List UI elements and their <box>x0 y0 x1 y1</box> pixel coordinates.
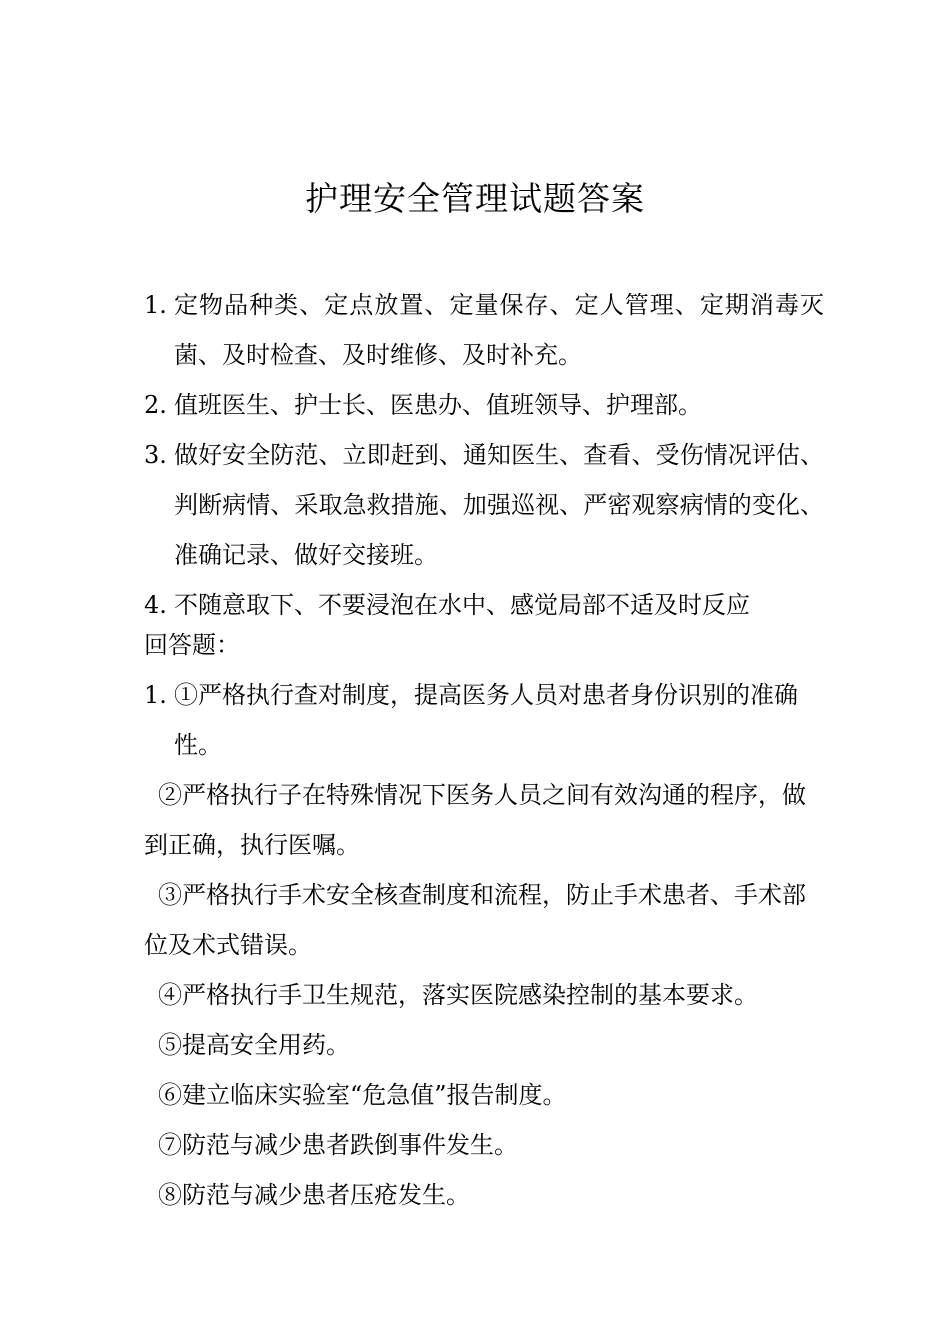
qa-point-1 <box>144 670 824 770</box>
qa-point-8: ⑧防范与减少患者压疮发生。 <box>158 1181 470 1209</box>
qa-point-4: ④严格执行手卫生规范，落实医院感染控制的基本要求。 <box>158 981 758 1009</box>
answer-number: 3. <box>144 441 167 469</box>
qa-point-2: ②严格执行子在特殊情况下医务人员之间有效沟通的程序，做到正确，执行医嘱。 <box>144 781 806 859</box>
answer-number: 1. <box>144 291 167 319</box>
document-body <box>144 280 824 1220</box>
fill-answer-3 <box>144 430 824 580</box>
fill-answer-4 <box>144 580 824 630</box>
qa-point-5: ⑤提高安全用药。 <box>158 1031 350 1059</box>
answer-number: 2. <box>144 391 167 419</box>
answer-text: 定物品种类、定点放置、定量保存、定人管理、定期消毒灭菌、及时检查、及时维修、及时补充。 <box>174 291 824 369</box>
answer-text: 值班医生、护士长、医患办、值班领导、护理部。 <box>174 391 702 419</box>
fill-answer-2 <box>144 380 824 430</box>
qa-point-7: ⑦防范与减少患者跌倒事件发生。 <box>158 1131 518 1159</box>
answer-number: 4. <box>144 591 167 619</box>
answer-text: 不随意取下、不要浸泡在水中、感觉局部不适及时反应 <box>174 591 750 619</box>
qa-point-6: ⑥建立临床实验室“危急值”报告制度。 <box>158 1081 567 1109</box>
fill-answer-1 <box>144 280 824 380</box>
section-heading: 回答题： <box>144 631 240 659</box>
point-text: ①严格执行查对制度，提高医务人员对患者身份识别的准确性。 <box>174 681 798 759</box>
page-title: 护理安全管理试题答案 <box>305 179 645 218</box>
answer-text: 做好安全防范、立即赶到、通知医生、查看、受伤情况评估、判断病情、采取急救措施、加强巡视、严密观察病情的变化、准确记录、做好交接班。 <box>174 441 824 569</box>
qa-point-3: ③严格执行手术安全核查制度和流程，防止手术患者、手术部位及术式错误。 <box>144 881 806 959</box>
answer-number: 1. <box>144 681 167 709</box>
